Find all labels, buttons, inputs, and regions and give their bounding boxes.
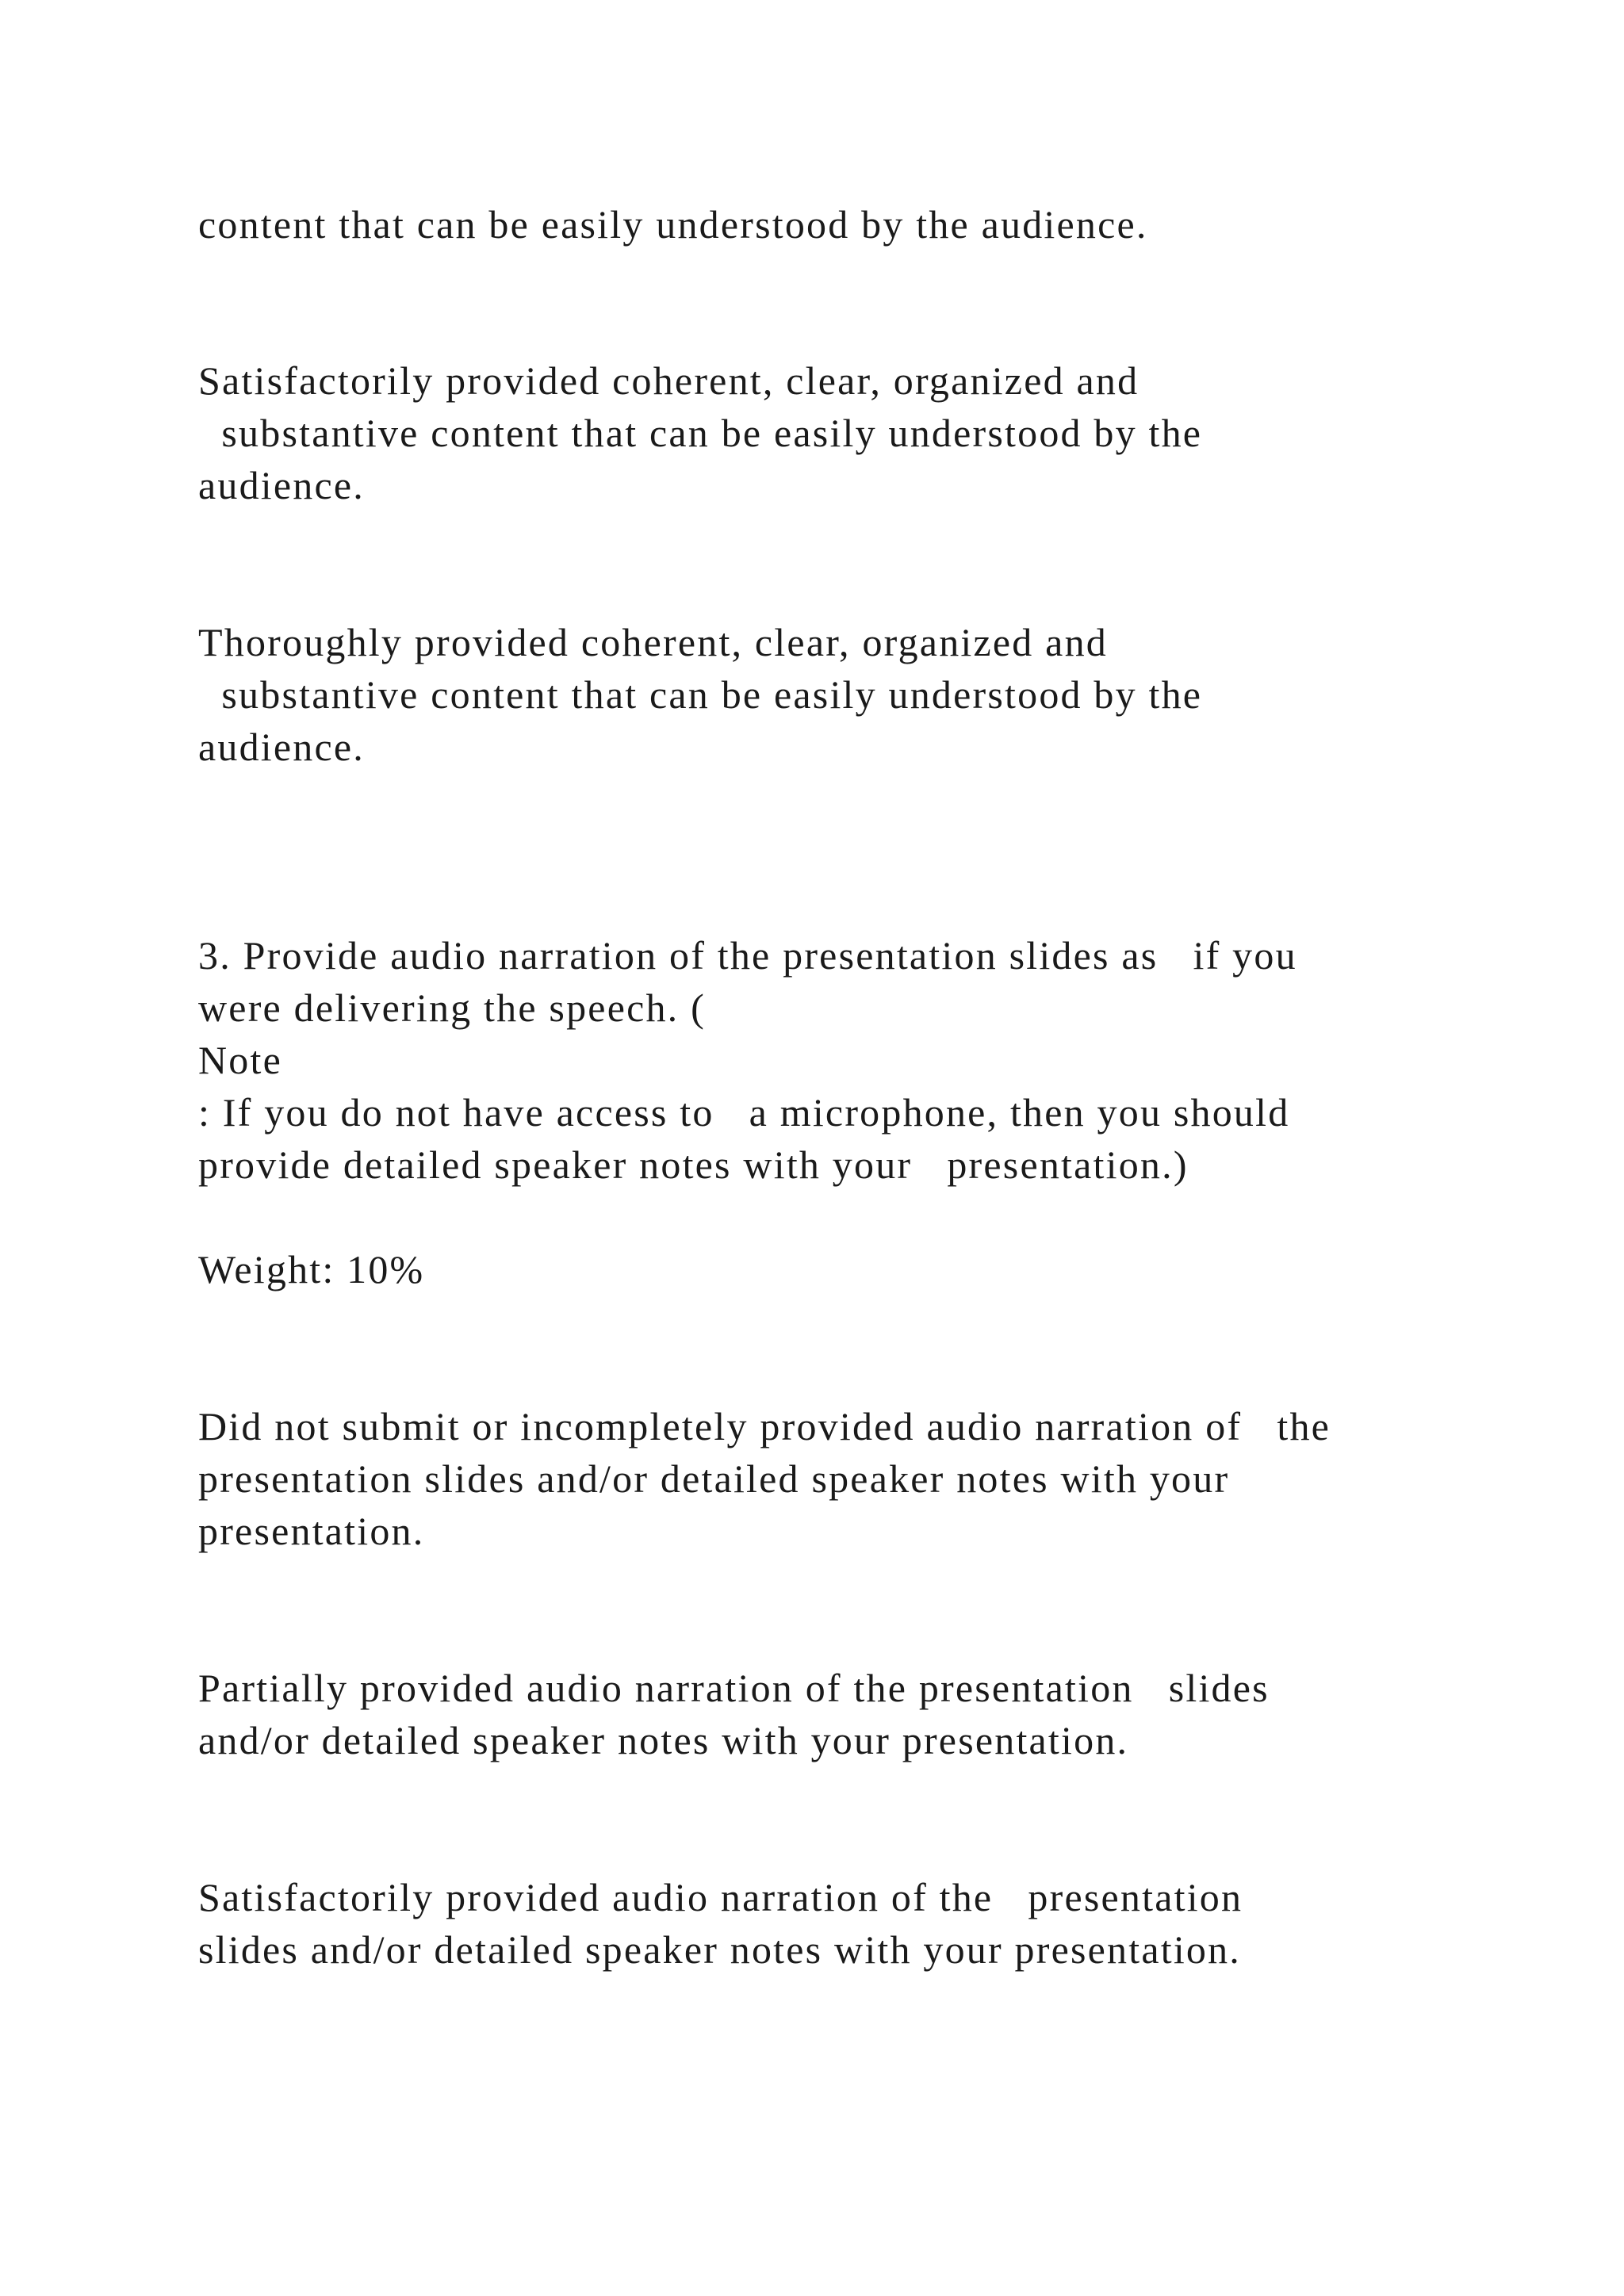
text-line: Note xyxy=(198,1038,282,1082)
text-line: were delivering the speech. ( xyxy=(198,985,706,1030)
text-line: presentation. xyxy=(198,1509,425,1553)
text-line: Weight: 10% xyxy=(198,1247,425,1292)
text-line: : If you do not have access to a microphone, then you should xyxy=(198,1090,1290,1135)
text-line: audience. xyxy=(198,463,365,507)
text-line: audience. xyxy=(198,725,365,769)
text-line: presentation slides and/or detailed speaker notes with your xyxy=(198,1456,1230,1501)
text-line: Partially provided audio narration of the presentation slides xyxy=(198,1666,1270,1710)
text-line: and/or detailed speaker notes with your presentation. xyxy=(198,1718,1129,1762)
text-line: content that can be easily understood by the audience. xyxy=(198,202,1148,247)
text-line: 3. Provide audio narration of the presentation slides as if you xyxy=(198,933,1297,978)
text-line: Thoroughly provided coherent, clear, organized and xyxy=(198,620,1108,664)
text-line: substantive content that can be easily understood by the xyxy=(198,411,1203,455)
text-line: Satisfactorily provided coherent, clear, organized and xyxy=(198,358,1139,403)
text-line: substantive content that can be easily understood by the xyxy=(198,672,1203,717)
text-line: slides and/or detailed speaker notes with your presentation. xyxy=(198,1927,1242,1972)
text-line: provide detailed speaker notes with your presentation.) xyxy=(198,1142,1189,1187)
text-line: Satisfactorily provided audio narration of the presentation xyxy=(198,1875,1243,1919)
text-line: Did not submit or incompletely provided audio narration of the xyxy=(198,1404,1331,1448)
